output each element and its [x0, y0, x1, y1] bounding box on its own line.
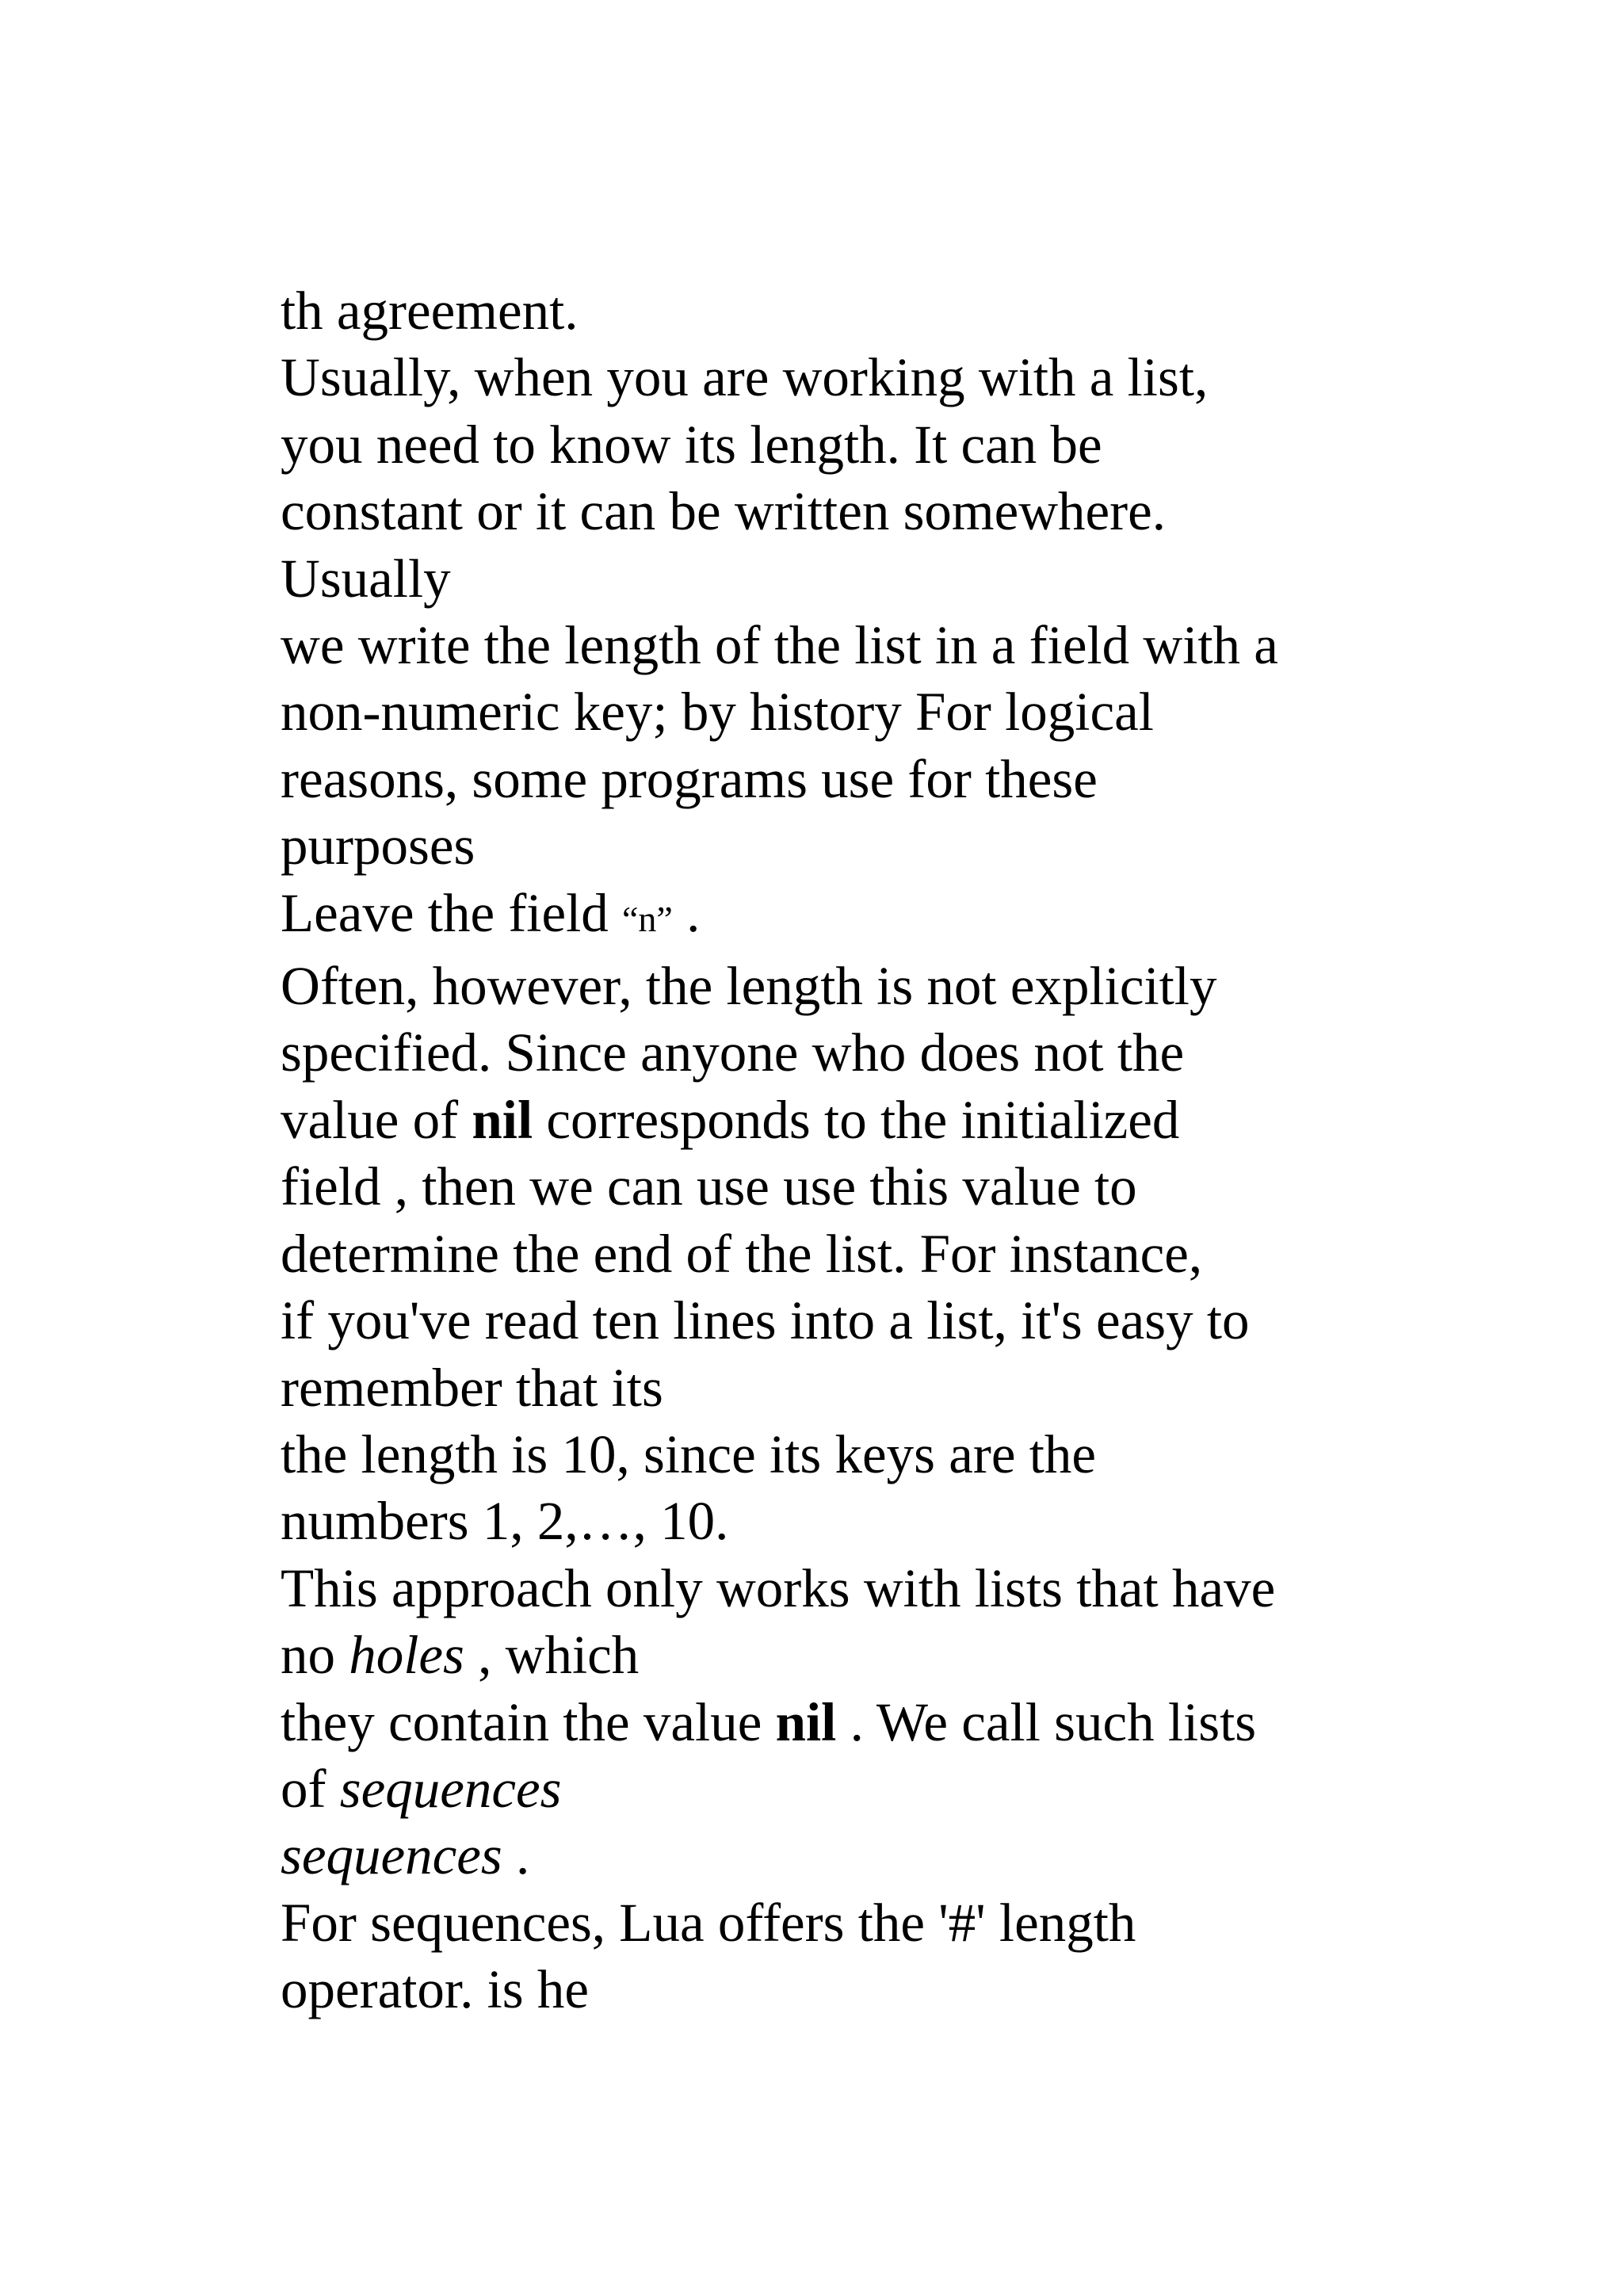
text-run: Leave the field: [281, 882, 623, 943]
text-run: value of: [281, 1089, 472, 1150]
text-run: of: [281, 1758, 340, 1819]
text-line: we write the length of the list in a field with a: [281, 615, 1278, 676]
text-line: This approach only works with lists that have: [281, 1557, 1276, 1618]
text-line: reasons, some programs use for these: [281, 748, 1098, 809]
text-line: [281, 1755, 1390, 1822]
text-line: numbers 1, 2,…, 10.: [281, 1491, 729, 1552]
text-line: [281, 1822, 1390, 1889]
text-line: non-numeric key; by history For logical: [281, 682, 1154, 743]
text-run: corresponds to the initialized: [533, 1089, 1180, 1150]
text-line: the length is 10, since its keys are the: [281, 1423, 1097, 1484]
text-line: you need to know its length. It can be: [281, 414, 1102, 475]
text-line: [281, 1622, 1390, 1688]
text-line: if you've read ten lines into a list, it's easy to: [281, 1290, 1250, 1351]
text-line: specified. Since anyone who does not the: [281, 1022, 1185, 1083]
quoted-field-name: “n”: [622, 898, 673, 939]
text-run: . We call such lists: [836, 1691, 1257, 1752]
text-line: operator. is he: [281, 1959, 589, 2020]
italic-term: sequences: [281, 1825, 502, 1886]
text-line: [281, 1087, 1390, 1153]
text-run: , which: [464, 1625, 640, 1686]
text-run: .: [672, 882, 701, 943]
text-line: field , then we can use use this value to: [281, 1156, 1137, 1217]
text-line: Usually, when you are working with a list,: [281, 347, 1209, 408]
italic-term: sequences: [339, 1758, 562, 1819]
text-run: they contain the value: [281, 1691, 776, 1752]
text-line: For sequences, Lua offers the '#' length: [281, 1892, 1136, 1953]
bold-keyword: nil: [472, 1089, 533, 1150]
text-run: .: [502, 1825, 530, 1886]
text-line: determine the end of the list. For instance,: [281, 1223, 1203, 1284]
text-line: remember that its: [281, 1357, 663, 1418]
bold-keyword: nil: [775, 1691, 837, 1752]
text-line: [281, 880, 1390, 953]
text-line: th agreement.: [281, 281, 579, 341]
italic-term: holes: [349, 1625, 464, 1686]
text-line: constant or it can be written somewhere.: [281, 481, 1167, 542]
text-line: [281, 1689, 1390, 1755]
text-line: purposes: [281, 816, 475, 877]
body-text: [281, 277, 1390, 2023]
text-run: no: [281, 1625, 349, 1686]
text-line: Often, however, the length is not explicitly: [281, 956, 1217, 1017]
text-line: Usually: [281, 548, 451, 609]
